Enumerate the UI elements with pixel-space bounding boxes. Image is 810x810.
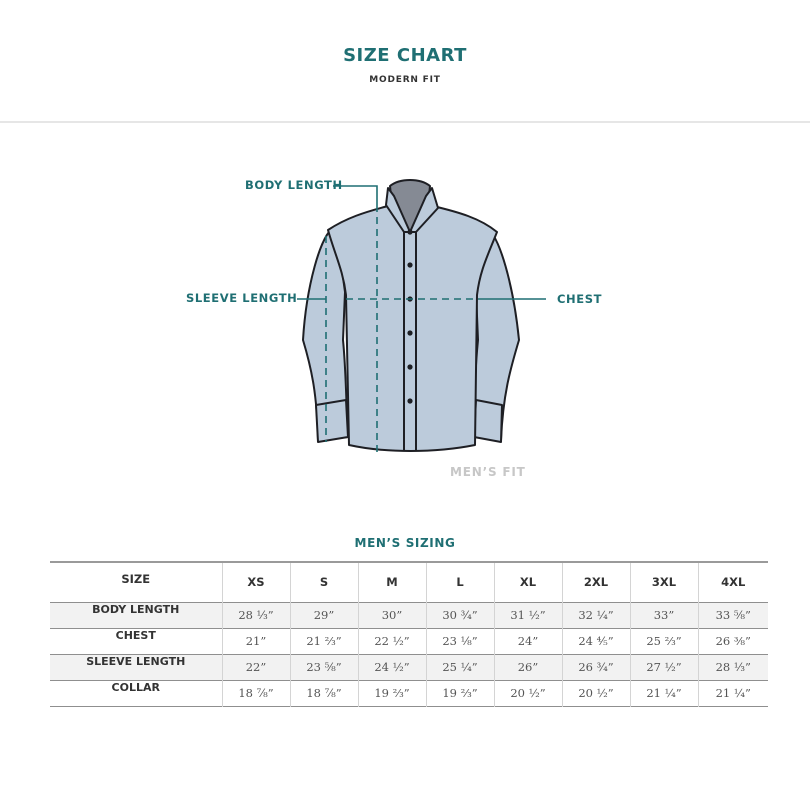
table-cell: 33”: [630, 602, 698, 628]
row-label: SLEEVE LENGTH: [50, 654, 222, 680]
table-cell: 19 ⅔”: [358, 680, 426, 706]
column-header: 2XL: [562, 562, 630, 602]
sizing-title: MEN’S SIZING: [354, 536, 456, 550]
table-row: [50, 628, 768, 654]
table-cell: 21 ¼”: [715, 686, 751, 700]
table-cell: 22”: [222, 654, 290, 680]
table-cell: 32 ¼”: [562, 602, 630, 628]
table-row: [50, 602, 768, 628]
table-cell: 27 ½”: [630, 654, 698, 680]
table-cell: 26 ⅜”: [715, 634, 751, 648]
left-cuff: [316, 400, 348, 442]
table-cell: 23 ⅝”: [290, 654, 358, 680]
column-header: M: [358, 562, 426, 602]
table-cell: 28 ⅓”: [222, 602, 290, 628]
table-cell: 18 ⅞”: [222, 680, 290, 706]
table-row: [50, 654, 768, 680]
table-cell: 25 ⅔”: [630, 628, 698, 654]
table-cell: 21”: [222, 628, 290, 654]
column-header: XS: [222, 562, 290, 602]
table-cell: 33 ⅝”: [715, 608, 751, 622]
table-cell: 20 ½”: [562, 680, 630, 706]
page-subtitle: MODERN FIT: [369, 75, 441, 85]
table-cell: 29”: [290, 602, 358, 628]
table-cell: 19 ⅔”: [426, 680, 494, 706]
table-cell: 24 ½”: [358, 654, 426, 680]
table-cell: 28 ⅓”: [715, 660, 751, 674]
table-cell: 30 ¾”: [426, 602, 494, 628]
column-header: 3XL: [630, 562, 698, 602]
table-cell: 23 ⅛”: [426, 628, 494, 654]
column-header: XL: [494, 562, 562, 602]
shirt-body: [328, 206, 497, 451]
table-cell: 25 ¼”: [426, 654, 494, 680]
table-cell: 24 ⅘”: [562, 628, 630, 654]
table-cell: 31 ½”: [494, 602, 562, 628]
table-cell: 22 ½”: [358, 628, 426, 654]
table-cell: 21 ⅔”: [290, 628, 358, 654]
table-cell: 26 ¾”: [562, 654, 630, 680]
column-header: SIZE: [50, 562, 222, 602]
table-cell: 24”: [494, 628, 562, 654]
fit-label: MEN’S FIT: [450, 465, 526, 479]
sleeve-length-label: SLEEVE LENGTH: [186, 291, 298, 305]
body-length-label: BODY LENGTH: [245, 178, 343, 192]
shirt-figure: [0, 122, 810, 522]
row-label: CHEST: [50, 628, 222, 654]
table-cell: 18 ⅞”: [290, 680, 358, 706]
column-header: S: [290, 562, 358, 602]
header: [0, 0, 810, 123]
right-cuff: [474, 400, 502, 442]
page-title: SIZE CHART: [343, 45, 467, 66]
table-cell: 21 ¼”: [630, 680, 698, 706]
sizing-table: [50, 561, 768, 707]
table-cell: 20 ½”: [494, 680, 562, 706]
table-row: [50, 680, 768, 706]
chest-label: CHEST: [557, 292, 603, 306]
shirt-illustration-icon: [0, 122, 810, 522]
table-cell: 26”: [494, 654, 562, 680]
column-header: 4XL: [698, 562, 768, 602]
row-label: BODY LENGTH: [50, 602, 222, 628]
table-cell: 30”: [358, 602, 426, 628]
row-label: COLLAR: [50, 680, 222, 706]
column-header: L: [426, 562, 494, 602]
table-header-row: [50, 562, 768, 602]
